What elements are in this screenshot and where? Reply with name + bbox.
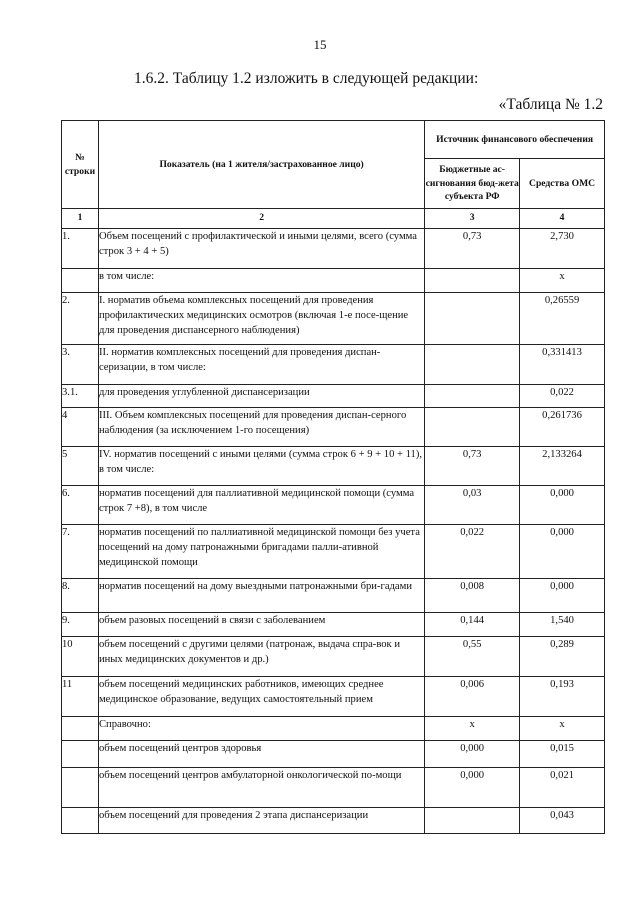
indicator-cell: объем посещений медицинских работников, имеющих среднее медицинское образование, ведущих самостоятельный прием <box>98 677 424 717</box>
table-row <box>62 447 605 486</box>
budget-value-cell: 0,006 <box>425 677 520 717</box>
indicator-cell: III. Объем комплексных посещений для проведения диспан-серного наблюдения (за исключением 1-го посещения) <box>98 408 424 447</box>
table-row <box>62 269 605 293</box>
budget-value-cell: 0,022 <box>425 525 520 579</box>
page-number: 15 <box>313 37 327 52</box>
table-row <box>62 525 605 579</box>
row-number-cell: 1. <box>62 229 99 269</box>
budget-value-cell <box>425 269 520 293</box>
table-row <box>62 741 605 768</box>
row-number-cell: 4 <box>62 408 99 447</box>
oms-value-cell: 0,021 <box>520 768 605 808</box>
header-indicator: Показатель (на 1 жителя/застрахованное лицо) <box>98 121 424 209</box>
indicator-cell: норматив посещений для паллиативной медицинской помощи (сумма строк 7 +8), в том числе <box>98 486 424 525</box>
budget-value-cell: 0,03 <box>425 486 520 525</box>
row-number-cell <box>62 717 99 741</box>
table-row <box>62 486 605 525</box>
row-number-cell <box>62 808 99 834</box>
amendment-heading: 1.6.2. Таблицу 1.2 изложить в следующей редакции: <box>134 70 479 87</box>
budget-value-cell <box>425 385 520 408</box>
header-budget: Бюджетные ас-сигнования бюд-жета субъекта РФ <box>425 159 520 209</box>
indicator-cell: Справочно: <box>98 717 424 741</box>
budget-value-cell: 0,55 <box>425 637 520 677</box>
header-funding-source: Источник финансового обеспечения <box>425 121 605 159</box>
budget-value-cell <box>425 345 520 385</box>
row-number-cell: 2. <box>62 293 99 345</box>
table-row <box>62 808 605 834</box>
indicator-cell: II. норматив комплексных посещений для проведения диспан-серизации, в том числе: <box>98 345 424 385</box>
header-oms: Средства ОМС <box>520 159 605 209</box>
table-row <box>62 408 605 447</box>
row-number-cell: 3. <box>62 345 99 385</box>
oms-value-cell: 0,26559 <box>520 293 605 345</box>
row-number-cell: 8. <box>62 579 99 613</box>
column-index-2: 2 <box>98 209 424 229</box>
oms-value-cell: 0,289 <box>520 637 605 677</box>
indicator-cell: норматив посещений на дому выездными патронажными бри-гадами <box>98 579 424 613</box>
oms-value-cell: 0,043 <box>520 808 605 834</box>
table-reference: «Таблица № 1.2 <box>498 96 603 113</box>
budget-value-cell: 0,144 <box>425 613 520 637</box>
indicator-cell: объем посещений для проведения 2 этапа диспансеризации <box>98 808 424 834</box>
row-number-cell <box>62 768 99 808</box>
indicator-cell: Объем посещений с профилактической и иными целями, всего (сумма строк 3 + 4 + 5) <box>98 229 424 269</box>
row-number-cell <box>62 741 99 768</box>
indicator-cell: объем разовых посещений в связи с заболеванием <box>98 613 424 637</box>
oms-value-cell: 0,193 <box>520 677 605 717</box>
row-number-cell <box>62 269 99 293</box>
oms-value-cell: 1,540 <box>520 613 605 637</box>
table-row <box>62 293 605 345</box>
row-number-cell: 9. <box>62 613 99 637</box>
indicator-cell: IV. норматив посещений с иными целями (сумма строк 6 + 9 + 10 + 11), в том числе: <box>98 447 424 486</box>
row-number-cell: 6. <box>62 486 99 525</box>
budget-value-cell: 0,000 <box>425 741 520 768</box>
budget-value-cell: 0,008 <box>425 579 520 613</box>
oms-value-cell: 0,015 <box>520 741 605 768</box>
row-number-cell: 3.1. <box>62 385 99 408</box>
oms-value-cell: 0,022 <box>520 385 605 408</box>
budget-value-cell: 0,73 <box>425 447 520 486</box>
budget-value-cell: 0,000 <box>425 768 520 808</box>
budget-value-cell <box>425 408 520 447</box>
oms-value-cell: 0,000 <box>520 525 605 579</box>
indicator-cell: объем посещений центров амбулаторной онкологической по-мощи <box>98 768 424 808</box>
table-row <box>62 677 605 717</box>
budget-value-cell <box>425 293 520 345</box>
oms-value-cell: x <box>520 717 605 741</box>
table-row <box>62 717 605 741</box>
table-row <box>62 345 605 385</box>
indicator-cell: объем посещений центров здоровья <box>98 741 424 768</box>
table-row <box>62 579 605 613</box>
budget-value-cell <box>425 808 520 834</box>
oms-value-cell: 0,261736 <box>520 408 605 447</box>
indicator-cell: I. норматив объема комплексных посещений для проведения профилактических медицинских осмотров (включая 1-е посе-щение для проведения диспансерного наблюдения) <box>98 293 424 345</box>
table-row <box>62 637 605 677</box>
oms-value-cell: 0,000 <box>520 486 605 525</box>
budget-value-cell: 0,73 <box>425 229 520 269</box>
oms-value-cell: 2,730 <box>520 229 605 269</box>
budget-value-cell: x <box>425 717 520 741</box>
table-body <box>62 229 605 834</box>
oms-value-cell: 2,133264 <box>520 447 605 486</box>
table-row <box>62 613 605 637</box>
indicators-table <box>61 120 605 834</box>
oms-value-cell: x <box>520 269 605 293</box>
oms-value-cell: 0,331413 <box>520 345 605 385</box>
column-index-3: 3 <box>425 209 520 229</box>
indicator-cell: в том числе: <box>98 269 424 293</box>
row-number-cell: 7. <box>62 525 99 579</box>
column-index-1: 1 <box>62 209 99 229</box>
row-number-cell: 11 <box>62 677 99 717</box>
indicator-cell: норматив посещений по паллиативной медицинской помощи без учета посещений на дому патронажными бригадами палли-ативной медицинской помощи <box>98 525 424 579</box>
row-number-cell: 10 <box>62 637 99 677</box>
column-index-4: 4 <box>520 209 605 229</box>
indicator-cell: объем посещений с другими целями (патронаж, выдача спра-вок и иных медицинских документов и др.) <box>98 637 424 677</box>
indicator-cell: для проведения углубленной диспансеризации <box>98 385 424 408</box>
table-row <box>62 229 605 269</box>
table-row <box>62 768 605 808</box>
row-number-cell: 5 <box>62 447 99 486</box>
header-row-number: № строки <box>62 121 99 209</box>
oms-value-cell: 0,000 <box>520 579 605 613</box>
table-row <box>62 385 605 408</box>
